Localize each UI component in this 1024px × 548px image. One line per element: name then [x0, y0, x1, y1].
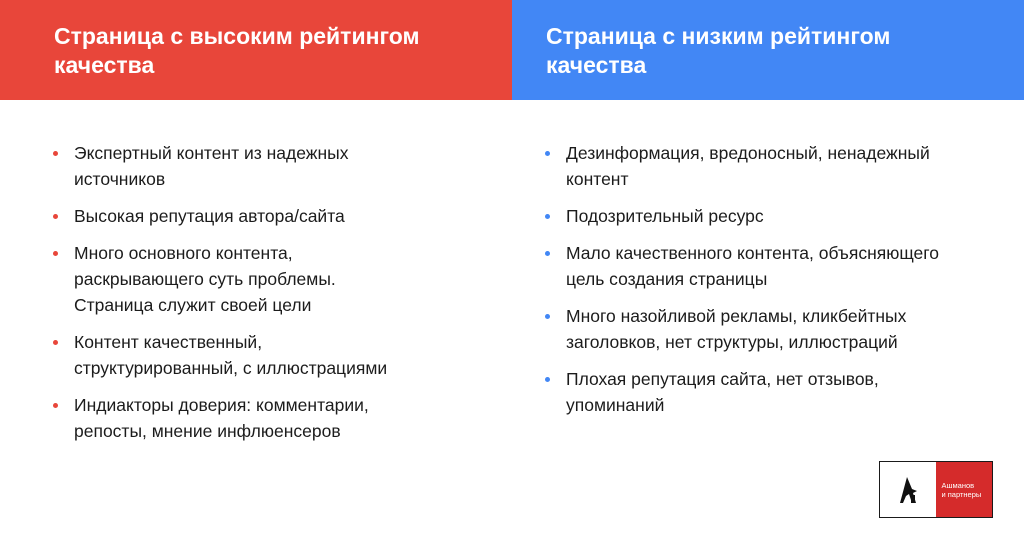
list-item: [544, 203, 964, 229]
list-item: [544, 366, 964, 418]
low-quality-list: [544, 140, 964, 418]
list-item-text: Много назойливой рекламы, кликбейтных заголовков, нет структуры, иллюстраций: [566, 306, 907, 352]
list-item-text: Плохая репутация сайта, нет отзывов, упоминаний: [566, 369, 879, 415]
comparison-columns: [0, 140, 1024, 455]
list-item: [52, 203, 412, 229]
bullet-dot-icon: [545, 377, 550, 382]
high-quality-list: [52, 140, 412, 444]
bullet-dot-icon: [53, 214, 58, 219]
list-item: [544, 303, 964, 355]
bullet-dot-icon: [545, 314, 550, 319]
bullet-dot-icon: [53, 151, 58, 156]
list-item-text: Много основного контента, раскрывающего суть проблемы. Страница служит своей цели: [74, 243, 336, 315]
list-item: [52, 140, 412, 192]
list-item: [52, 329, 412, 381]
bullet-dot-icon: [545, 214, 550, 219]
company-logo: [879, 461, 993, 518]
list-item-text: Высокая репутация автора/сайта: [74, 206, 345, 226]
bullet-dot-icon: [545, 251, 550, 256]
bullet-dot-icon: [53, 340, 58, 345]
high-quality-column: [0, 140, 512, 455]
list-item: [544, 240, 964, 292]
list-item-text: Контент качественный, структурированный, с иллюстрациями: [74, 332, 388, 378]
bullet-dot-icon: [53, 251, 58, 256]
list-item: [52, 392, 412, 444]
list-item: [544, 140, 964, 192]
list-item-text: Подозрительный ресурс: [566, 206, 764, 226]
comparison-header: [0, 0, 1024, 100]
low-quality-column: [512, 140, 1024, 455]
logo-line-2: и партнеры: [941, 490, 982, 499]
list-item-text: Индиакторы доверия: комментарии, репосты, мнение инфлюенсеров: [74, 395, 369, 441]
ashmanov-logo-icon: [880, 462, 936, 517]
high-quality-title: Страница с высоким рейтингом качества: [0, 0, 512, 100]
logo-line-1: Ашманов: [941, 481, 975, 490]
list-item-text: Экспертный контент из надежных источников: [74, 143, 349, 189]
bullet-dot-icon: [545, 151, 550, 156]
list-item: [52, 240, 412, 318]
list-item-text: Дезинформация, вредоносный, ненадежный контент: [566, 143, 930, 189]
logo-text: [936, 462, 992, 517]
list-item-text: Мало качественного контента, объясняющего цель создания страницы: [566, 243, 940, 289]
bullet-dot-icon: [53, 403, 58, 408]
low-quality-title: Страница с низким рейтингом качества: [512, 0, 1024, 100]
